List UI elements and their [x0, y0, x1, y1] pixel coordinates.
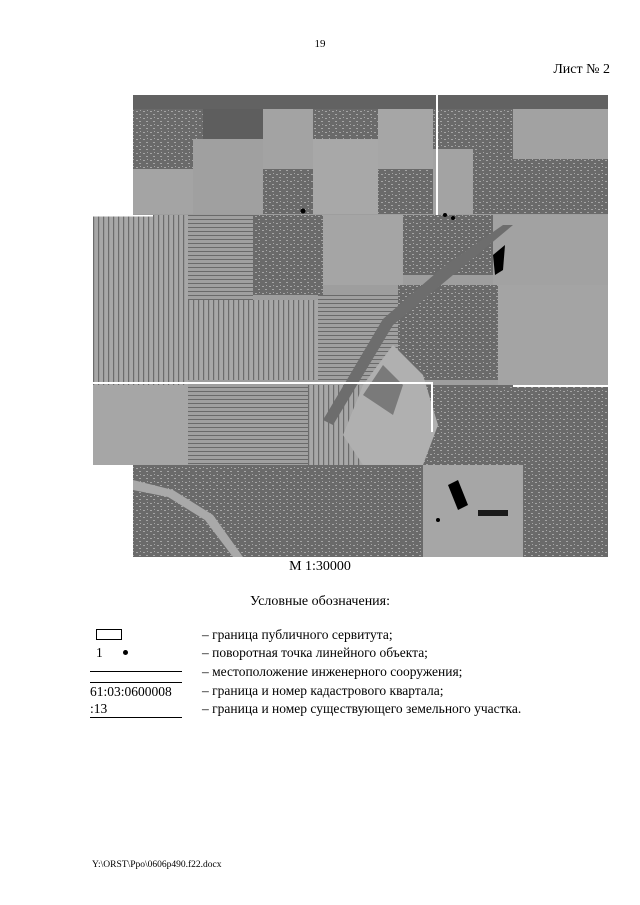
- legend-symbol-turn-point: [90, 644, 182, 662]
- scale-label: М 1:30000: [289, 559, 351, 574]
- legend-symbol-structure: [90, 663, 182, 681]
- legend-item-parcel: [90, 700, 610, 718]
- line-icon: [90, 671, 182, 672]
- rectangle-icon: [96, 629, 122, 640]
- footer-file-path: Y:\ORST\Ppo\0606p490.f22.docx: [92, 860, 222, 870]
- dot-icon: [123, 650, 128, 655]
- legend-title: Условные обозначения:: [249, 594, 391, 609]
- legend-text: – местоположение инженерного сооружения;: [202, 664, 463, 679]
- sheet-label: Лист № 2: [553, 62, 610, 77]
- legend-item-servitude: [90, 626, 610, 644]
- page-number: 19: [314, 38, 326, 50]
- legend-text: – поворотная точка линейного объекта;: [202, 645, 428, 660]
- legend-text: – граница публичного сервитута;: [202, 627, 393, 642]
- legend-text: – граница и номер кадастрового квартала;: [202, 683, 444, 698]
- quarter-number: 61:03:0600008: [90, 682, 182, 701]
- legend-symbol-quarter: [90, 682, 182, 700]
- legend-item-structure: [90, 663, 610, 681]
- legend-item-turn-point: [90, 644, 610, 662]
- legend-item-quarter: [90, 682, 610, 700]
- cadastral-map: [93, 95, 608, 557]
- legend-symbol-servitude: [90, 626, 182, 644]
- map-image: [93, 95, 608, 557]
- legend-text: – граница и номер существующего земельного участка.: [202, 701, 522, 716]
- parcel-number: :13: [90, 700, 182, 718]
- legend-symbol-parcel: [90, 700, 182, 718]
- point-number: 1: [96, 645, 103, 660]
